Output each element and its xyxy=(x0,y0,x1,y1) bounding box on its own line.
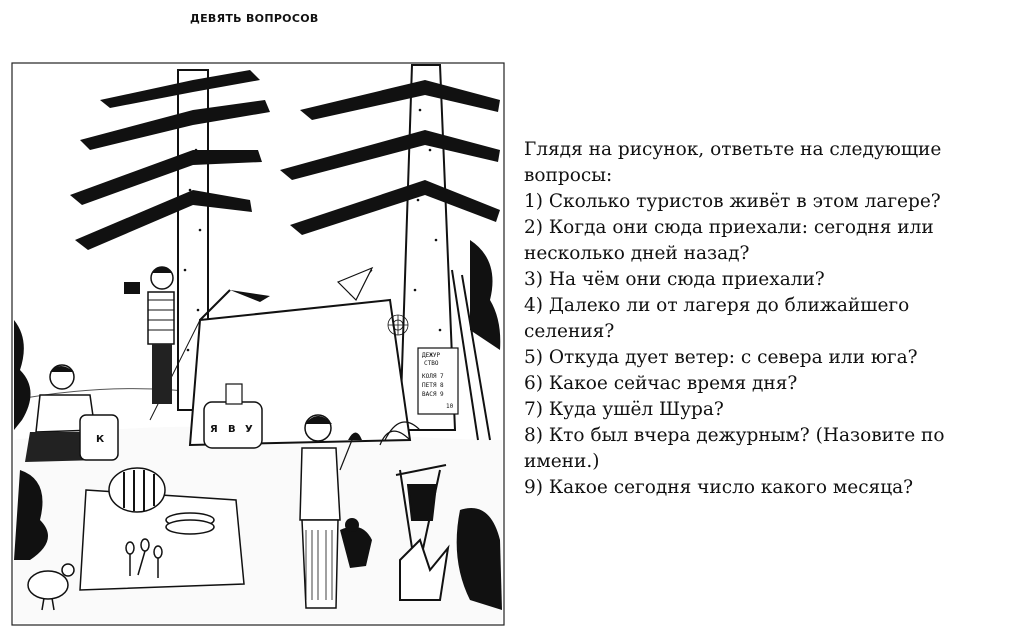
sign-title-2: СТВО xyxy=(424,360,439,367)
questions-panel xyxy=(524,137,1004,501)
spider-web xyxy=(388,315,408,335)
backpack xyxy=(80,415,118,460)
intro-text: Глядя на рисунок, ответьте на следующие вопросы: xyxy=(524,139,942,186)
backpack-letter: К xyxy=(96,434,105,445)
question-item: 2) Когда они сюда приехали: сегодня или несколько дней назад? xyxy=(524,217,934,264)
plates xyxy=(166,513,214,534)
sign-row-1: КОЛЯ 7 xyxy=(422,373,444,380)
bag-letter-3: У xyxy=(245,424,253,435)
illustration-heading: ДЕВЯТЬ ВОПРОСОВ xyxy=(190,12,319,25)
question-item: 8) Кто был вчера дежурным? (Назовите по имени.) xyxy=(524,425,945,472)
sign-row-2: ПЕТЯ 8 xyxy=(422,382,444,389)
boy-with-camera xyxy=(124,267,174,405)
question-item: 6) Какое сейчас время дня? xyxy=(524,373,798,394)
tablecloth xyxy=(80,490,244,590)
question-item: 1) Сколько туристов живёт в этом лагере? xyxy=(524,191,941,212)
question-item: 5) Откуда дует ветер: с севера или юга? xyxy=(524,347,918,368)
sign-row-3: ВАСЯ 9 xyxy=(422,391,444,398)
bag-letter-1: Я xyxy=(210,424,218,435)
question-item: 3) На чём они сюда приехали? xyxy=(524,269,825,290)
question-list xyxy=(524,189,1004,501)
question-item: 9) Какое сегодня число какого месяца? xyxy=(524,477,914,498)
sign-row-4: 10 xyxy=(446,403,454,410)
question-item: 4) Далеко ли от лагеря до ближайшего селения? xyxy=(524,295,910,342)
duty-sign xyxy=(418,348,458,414)
bag-letter-2: В xyxy=(228,424,236,435)
right-bushes xyxy=(457,240,502,610)
watermelon xyxy=(109,468,165,512)
sign-title-1: ДЕЖУР xyxy=(422,352,441,359)
butterfly-net xyxy=(338,268,372,300)
question-item: 7) Куда ушёл Шура? xyxy=(524,399,724,420)
